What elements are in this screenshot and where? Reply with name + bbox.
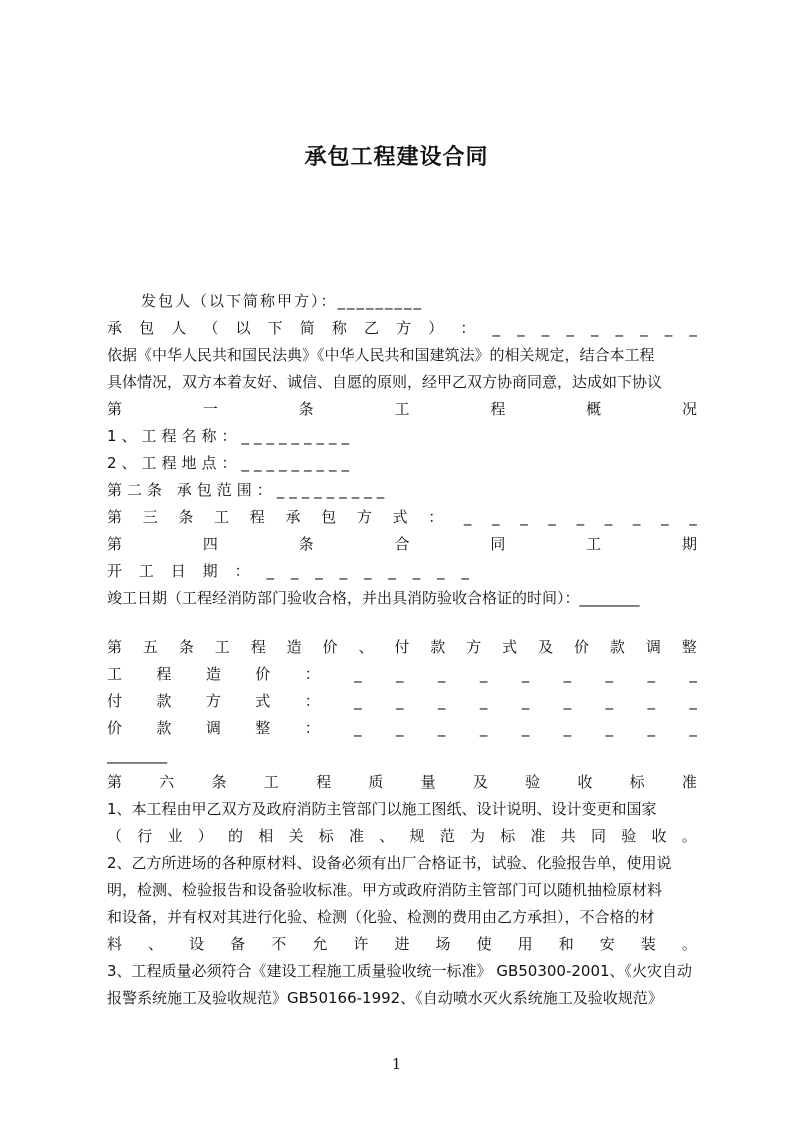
article-1-item-location: 2、工程地点：_________: [107, 454, 355, 472]
text-glyph: _: [566, 319, 574, 337]
text-glyph: _: [647, 692, 655, 710]
text-glyph: 共: [560, 827, 576, 845]
text-glyph: 程: [156, 665, 172, 683]
text-glyph: 标: [629, 773, 645, 791]
text-glyph: （: [203, 319, 219, 337]
text-glyph: _: [590, 319, 599, 337]
text-glyph: _: [605, 665, 614, 683]
text-glyph: _: [563, 665, 572, 683]
text-glyph: 概: [586, 400, 602, 418]
text-glyph: 质: [368, 773, 384, 791]
text-glyph: _: [363, 562, 372, 580]
text-glyph: 工: [138, 562, 154, 580]
text-glyph: 、: [148, 935, 164, 953]
text-glyph: 称: [331, 319, 347, 337]
text-glyph: 方: [396, 319, 412, 337]
text-glyph: 价: [107, 719, 123, 737]
text-glyph: _: [541, 319, 550, 337]
preamble-line-1: 依据《中华人民共和国民法典》《中华人民共和国建筑法》的相关规定，结合本工程: [107, 346, 655, 364]
text-glyph: 付: [394, 638, 410, 656]
text-glyph: 条: [298, 400, 314, 418]
text-glyph: 验: [525, 773, 541, 791]
text-glyph: _: [615, 319, 624, 337]
text-glyph: _: [388, 562, 396, 580]
text-glyph: 方: [205, 692, 221, 710]
text-glyph: 式: [255, 692, 271, 710]
text-glyph: 六: [159, 773, 175, 791]
text-glyph: 工: [107, 665, 123, 683]
article-6-line-8: 报警系统施工及验收规范》GB50166-1992、《自动喷水灭火系统施工及验收规范》: [107, 989, 663, 1007]
text-glyph: 工: [214, 508, 230, 526]
text-glyph: 乙: [364, 319, 380, 337]
text-glyph: _: [463, 508, 472, 526]
text-glyph: _: [437, 692, 446, 710]
text-glyph: 收: [577, 773, 593, 791]
text-glyph: 包: [321, 508, 337, 526]
text-glyph: 价: [573, 638, 589, 656]
preamble-line-2: 具体情况，双方本着友好、诚信、自愿的原则，经甲乙双方协商同意，达成如下协议: [107, 373, 663, 391]
text-glyph: _: [520, 508, 528, 526]
text-glyph: 规: [409, 827, 425, 845]
text-glyph: 同: [490, 535, 506, 553]
article-6-line-5: 和设备，并有权对其进行化验、检测（化验、检测的费用由乙方承担），不合格的材: [107, 908, 655, 926]
text-glyph: ：: [304, 665, 320, 683]
text-glyph: 场: [435, 935, 451, 953]
text-glyph: ：: [304, 719, 320, 737]
text-glyph: 允: [312, 935, 328, 953]
text-glyph: 第: [107, 508, 123, 526]
text-glyph: 方: [466, 638, 482, 656]
text-glyph: _: [605, 719, 614, 737]
text-glyph: _: [437, 562, 445, 580]
text-glyph: 装: [640, 935, 656, 953]
article-6-line-2: [107, 825, 697, 847]
text-glyph: _: [661, 508, 669, 526]
text-glyph: 备: [230, 935, 246, 953]
text-glyph: 包: [139, 319, 155, 337]
text-glyph: _: [479, 665, 488, 683]
text-glyph: 准: [530, 827, 546, 845]
text-glyph: _: [492, 319, 500, 337]
text-glyph: _: [479, 692, 488, 710]
text-glyph: 式: [502, 638, 518, 656]
text-glyph: 安: [599, 935, 615, 953]
text-glyph: 承: [285, 508, 301, 526]
text-glyph: 准: [349, 827, 365, 845]
text-glyph: _: [315, 562, 323, 580]
text-glyph: _: [479, 719, 488, 737]
text-glyph: 方: [356, 508, 372, 526]
text-glyph: _: [354, 719, 362, 737]
text-glyph: 不: [271, 935, 287, 953]
text-glyph: 第: [107, 400, 123, 418]
article-6-line-3: 2、乙方所进场的各种原材料、设备必须有出厂合格证书，试验、化验报告单，使用说: [107, 854, 672, 872]
text-glyph: 工: [586, 535, 602, 553]
text-glyph: 为: [470, 827, 486, 845]
text-glyph: 款: [156, 692, 172, 710]
text-glyph: 业: [167, 827, 183, 845]
text-glyph: 范: [439, 827, 455, 845]
text-glyph: 调: [205, 719, 221, 737]
party-a-line: 发包人（以下简称甲方）：_________: [141, 292, 424, 310]
text-glyph: 程: [250, 638, 266, 656]
text-glyph: ：: [234, 562, 250, 580]
text-glyph: _: [492, 508, 500, 526]
text-glyph: 整: [255, 719, 271, 737]
text-glyph: 使: [476, 935, 492, 953]
document-title: 承包工程建设合同: [304, 145, 489, 170]
text-glyph: 款: [156, 719, 172, 737]
article-5-heading: [107, 636, 697, 658]
text-glyph: 标: [318, 827, 334, 845]
article-5-adjustment: [107, 717, 697, 739]
text-glyph: 、: [358, 638, 374, 656]
text-glyph: （: [107, 827, 123, 845]
article-5-payment: [107, 690, 697, 712]
text-glyph: 条: [178, 508, 194, 526]
text-glyph: _: [604, 508, 613, 526]
text-glyph: 验: [621, 827, 637, 845]
text-glyph: 关: [288, 827, 304, 845]
text-glyph: _: [563, 692, 572, 710]
article-1-heading: [107, 398, 697, 420]
text-glyph: 收: [651, 827, 667, 845]
text-glyph: 和: [558, 935, 574, 953]
text-glyph: 及: [538, 638, 554, 656]
text-glyph: _: [266, 562, 274, 580]
text-glyph: 进: [394, 935, 410, 953]
text-glyph: 标: [500, 827, 516, 845]
text-glyph: _: [412, 562, 421, 580]
text-glyph: _: [396, 692, 404, 710]
text-glyph: 期: [681, 535, 697, 553]
text-glyph: 款: [430, 638, 446, 656]
text-glyph: 程: [316, 773, 332, 791]
text-glyph: 程: [249, 508, 265, 526]
text-glyph: _: [521, 665, 530, 683]
text-glyph: _: [689, 665, 697, 683]
text-glyph: 工: [214, 638, 230, 656]
text-glyph: 日: [170, 562, 186, 580]
text-glyph: 工: [394, 400, 410, 418]
text-glyph: 四: [202, 535, 218, 553]
text-glyph: 三: [142, 508, 158, 526]
text-glyph: 调: [645, 638, 661, 656]
text-glyph: 第: [107, 535, 123, 553]
text-glyph: 造: [286, 638, 302, 656]
text-glyph: 付: [107, 692, 123, 710]
text-glyph: ）: [197, 827, 213, 845]
text-glyph: 人: [171, 319, 187, 337]
text-glyph: 。: [681, 827, 697, 845]
text-glyph: ：: [304, 692, 320, 710]
text-glyph: 下: [267, 319, 283, 337]
text-glyph: 价: [322, 638, 338, 656]
text-glyph: 许: [353, 935, 369, 953]
article-4-completion-date: 竣工日期（工程经消防部门验收合格，并出具消防验收合格证的时间）：________: [107, 589, 640, 607]
article-4-heading: [107, 533, 697, 555]
text-glyph: _: [689, 508, 697, 526]
text-glyph: 准: [681, 773, 697, 791]
text-glyph: 价: [255, 665, 271, 683]
article-1-item-name: 1、工程名称：_________: [107, 427, 355, 445]
article-5-cost: [107, 663, 697, 685]
text-glyph: _: [396, 665, 404, 683]
text-glyph: ）: [428, 319, 444, 337]
text-glyph: _: [689, 719, 697, 737]
article-2-scope: 第二条 承包范围：_________: [107, 481, 390, 499]
text-glyph: 款: [609, 638, 625, 656]
article-6-line-6: [107, 933, 697, 955]
text-glyph: _: [437, 719, 446, 737]
text-glyph: 程: [490, 400, 506, 418]
text-glyph: _: [664, 319, 673, 337]
text-glyph: _: [290, 562, 299, 580]
text-glyph: 同: [591, 827, 607, 845]
text-glyph: 。: [681, 935, 697, 953]
text-glyph: 整: [681, 638, 697, 656]
text-glyph: _: [461, 562, 469, 580]
text-glyph: _: [354, 665, 362, 683]
text-glyph: _: [640, 319, 648, 337]
text-glyph: 料: [107, 935, 123, 953]
article-6-heading: [107, 771, 697, 793]
text-glyph: 第: [107, 638, 123, 656]
text-glyph: _: [521, 719, 530, 737]
article-3-contract-method: [107, 506, 697, 528]
text-glyph: 承: [107, 319, 123, 337]
text-glyph: _: [521, 692, 530, 710]
text-glyph: _: [689, 692, 697, 710]
text-glyph: 合: [394, 535, 410, 553]
text-glyph: _: [563, 719, 572, 737]
text-glyph: 五: [142, 638, 158, 656]
text-glyph: _: [517, 319, 525, 337]
text-glyph: _: [548, 508, 556, 526]
text-glyph: 工: [263, 773, 279, 791]
text-glyph: ：: [428, 508, 444, 526]
article-5-adjustment-tail: ________: [107, 746, 167, 764]
text-glyph: _: [339, 562, 348, 580]
article-6-line-4: 明，检测、检验报告和设备验收标准。甲方或政府消防主管部门可以随机抽检原材料: [107, 881, 663, 899]
text-glyph: 况: [681, 400, 697, 418]
text-glyph: 及: [472, 773, 488, 791]
text-glyph: _: [354, 692, 362, 710]
article-6-line-1: 1、本工程由甲乙双方及政府消防主管部门以施工图纸、设计说明、设计变更和国家: [107, 800, 657, 818]
text-glyph: 式: [392, 508, 408, 526]
text-glyph: _: [647, 719, 655, 737]
text-glyph: 行: [137, 827, 153, 845]
text-glyph: 量: [420, 773, 436, 791]
text-glyph: 造: [205, 665, 221, 683]
text-glyph: 期: [202, 562, 218, 580]
text-glyph: 设: [189, 935, 205, 953]
text-glyph: 简: [299, 319, 315, 337]
party-b-line: [107, 317, 697, 339]
text-glyph: _: [605, 692, 614, 710]
text-glyph: 条: [211, 773, 227, 791]
text-glyph: _: [576, 508, 585, 526]
text-glyph: 、: [379, 827, 395, 845]
article-6-line-7: 3、工程质量必须符合《建设工程施工质量验收统一标准》 GB50300-2001、《火灾自动: [107, 962, 693, 980]
text-glyph: 条: [298, 535, 314, 553]
text-glyph: 用: [517, 935, 533, 953]
text-glyph: _: [647, 665, 655, 683]
text-glyph: _: [632, 508, 641, 526]
text-glyph: 开: [107, 562, 123, 580]
text-glyph: 第: [107, 773, 123, 791]
page-number: 1: [391, 1055, 402, 1073]
text-glyph: 以: [235, 319, 251, 337]
text-glyph: 的: [228, 827, 244, 845]
text-glyph: 相: [258, 827, 274, 845]
text-glyph: ：: [460, 319, 476, 337]
text-glyph: _: [437, 665, 446, 683]
text-glyph: _: [396, 719, 404, 737]
text-glyph: 条: [178, 638, 194, 656]
text-glyph: _: [689, 319, 697, 337]
article-4-start-date: [107, 560, 469, 582]
text-glyph: 一: [202, 400, 218, 418]
